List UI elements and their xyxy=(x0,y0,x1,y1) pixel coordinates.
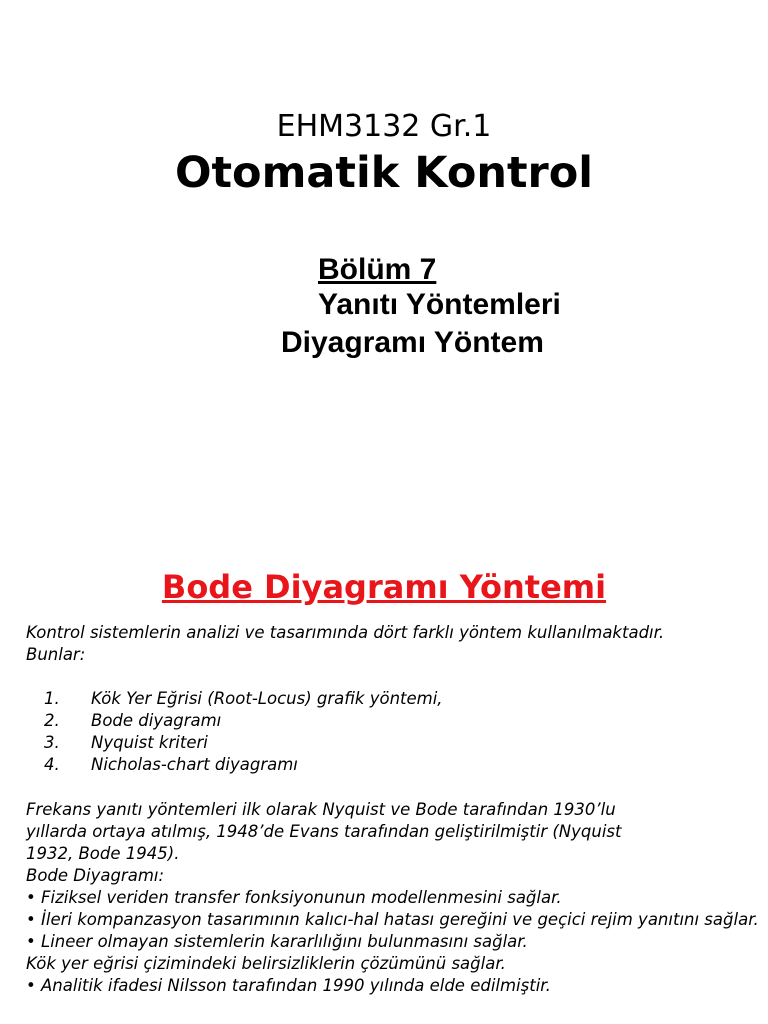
bullet-item xyxy=(26,975,766,997)
list-item-text: Nyquist kriteri xyxy=(91,733,208,752)
bullet-symbol: • xyxy=(26,888,36,907)
section-heading: Bode Diyagramı Yöntemi xyxy=(161,568,607,606)
bullet-symbol: • xyxy=(26,976,36,995)
bullet-text: Lineer olmayan sistemlerin kararlılığını bulunmasını sağlar. xyxy=(41,932,528,951)
chapter-subtitle-line-1: Yanıtı Yöntemleri xyxy=(318,288,561,321)
chapter-label: Bölüm 7 xyxy=(318,253,437,286)
bullet-item xyxy=(26,887,766,909)
history-line-3: 1932, Bode 1945). xyxy=(26,844,180,863)
list-item-text: Bode diyagramı xyxy=(91,711,222,730)
course-title: Otomatik Kontrol xyxy=(174,148,594,198)
list-item-number: 3. xyxy=(44,733,60,752)
list-item-number: 2. xyxy=(44,711,60,730)
bullet-text: Analitik ifadesi Nilsson tarafından 1990 yılında elde edilmiştir. xyxy=(41,976,551,995)
list-item-text: Nicholas-chart diyagramı xyxy=(91,755,298,774)
course-code: EHM3132 Gr.1 xyxy=(276,109,492,144)
history-line-1: Frekans yanıtı yöntemleri ilk olarak Nyquist ve Bode tarafından 1930’lu xyxy=(26,800,616,819)
bullet-text: İleri kompanzasyon tasarımının kalıcı-hal hatası gereğini ve geçici rejim yanıtını sağlar. xyxy=(41,910,759,929)
bode-label: Bode Diyagramı: xyxy=(26,866,165,885)
list-item xyxy=(26,688,443,710)
intro-paragraph xyxy=(26,622,766,666)
bullet-item xyxy=(26,931,766,953)
root-locus-label: Kök yer eğrisi çizimindeki belirsizliklerin çözümünü sağlar. xyxy=(26,954,506,973)
chapter-subtitle-line-2: Diyagramı Yöntem xyxy=(281,326,544,359)
list-item-text: Kök Yer Eğrisi (Root-Locus) grafik yöntemi, xyxy=(91,689,443,708)
bullet-text: Fiziksel veriden transfer fonksiyonunun modellenmesini sağlar. xyxy=(41,888,562,907)
list-item xyxy=(26,732,443,754)
intro-line-1: Kontrol sistemlerin analizi ve tasarımında dört farklı yöntem kullanılmaktadır. xyxy=(26,623,665,642)
list-item xyxy=(26,710,443,732)
bullet-symbol: • xyxy=(26,932,36,951)
list-item xyxy=(26,754,443,776)
list-item-number: 4. xyxy=(44,755,60,774)
history-line-2: yıllarda ortaya atılmış, 1948’de Evans tarafından geliştirilmiştir (Nyquist xyxy=(26,822,622,841)
method-list xyxy=(26,688,443,776)
bullet-item xyxy=(26,909,766,931)
history-paragraph xyxy=(26,799,766,997)
intro-line-2: Bunlar: xyxy=(26,645,86,664)
list-item-number: 1. xyxy=(44,689,60,708)
bullet-symbol: • xyxy=(26,910,36,929)
